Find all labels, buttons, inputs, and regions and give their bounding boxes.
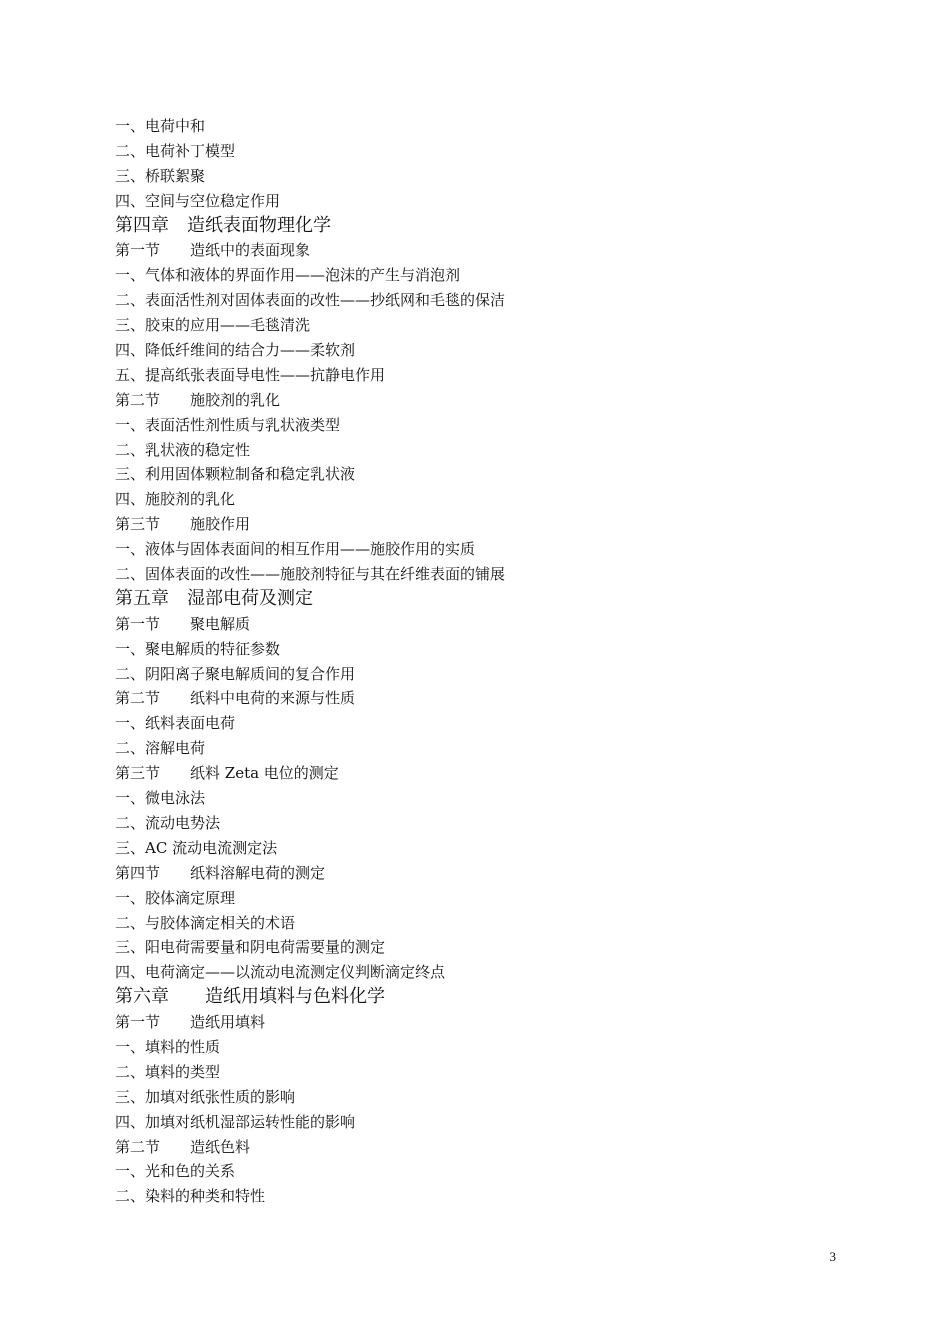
toc-item: 一、气体和液体的界面作用——泡沫的产生与消泡剂 [115, 266, 461, 285]
toc-item: 四、加填对纸机湿部运转性能的影响 [115, 1112, 356, 1131]
toc-section: 第二节 纸料中电荷的来源与性质 [115, 689, 356, 708]
toc-item: 二、与胶体滴定相关的术语 [115, 913, 296, 932]
toc-item: 一、填料的性质 [115, 1037, 221, 1056]
toc-item: 四、电荷滴定——以流动电流测定仪判断滴定终点 [115, 963, 446, 982]
toc-item: 一、液体与固体表面间的相互作用——施胶作用的实质 [115, 540, 476, 559]
toc-item: 一、光和色的关系 [115, 1162, 236, 1181]
toc-section: 第二节 造纸色料 [115, 1137, 251, 1156]
toc-item: 二、溶解电荷 [115, 739, 206, 758]
toc-section: 第三节 纸料 Zeta 电位的测定 [115, 764, 339, 783]
toc-item: 四、施胶剂的乳化 [115, 490, 236, 509]
toc-item: 四、降低纤维间的结合力——柔软剂 [115, 341, 356, 360]
toc-chapter: 第六章 造纸用填料与色料化学 [115, 986, 385, 1008]
toc-section: 第一节 聚电解质 [115, 614, 251, 633]
toc-item: 二、填料的类型 [115, 1062, 221, 1081]
toc-item: 三、桥联絮聚 [115, 166, 206, 185]
toc-section: 第四节 纸料溶解电荷的测定 [115, 863, 326, 882]
toc-item: 一、电荷中和 [115, 117, 206, 135]
toc-item: 二、电荷补丁模型 [115, 141, 236, 160]
toc-item: 一、微电泳法 [115, 789, 206, 808]
toc-item: 三、利用固体颗粒制备和稳定乳状液 [115, 465, 356, 484]
toc-item: 一、聚电解质的特征参数 [115, 639, 281, 658]
toc-item: 一、纸料表面电荷 [115, 714, 236, 733]
toc-section: 第三节 施胶作用 [115, 515, 251, 534]
toc-chapter: 第五章 湿部电荷及测定 [115, 587, 313, 609]
table-of-contents [115, 114, 875, 1209]
toc-item: 三、阳电荷需要量和阴电荷需要量的测定 [115, 938, 386, 957]
toc-item: 二、表面活性剂对固体表面的改性——抄纸网和毛毯的保洁 [115, 291, 506, 310]
toc-item: 一、胶体滴定原理 [115, 888, 236, 907]
toc-item: 二、乳状液的稳定性 [115, 440, 251, 459]
toc-item: 三、胶束的应用——毛毯清洗 [115, 316, 311, 335]
toc-item: 二、固体表面的改性——施胶剂特征与其在纤维表面的铺展 [115, 565, 506, 584]
toc-item: 一、表面活性剂性质与乳状液类型 [115, 415, 341, 434]
toc-item: 二、阴阳离子聚电解质间的复合作用 [115, 664, 356, 683]
toc-item: 五、提高纸张表面导电性——抗静电作用 [115, 365, 386, 384]
toc-item: 二、流动电势法 [115, 813, 221, 832]
toc-item: 三、加填对纸张性质的影响 [115, 1087, 296, 1106]
page-number: 3 [829, 1249, 836, 1264]
toc-section: 第一节 造纸中的表面现象 [115, 241, 311, 260]
toc-item: 四、空间与空位稳定作用 [115, 191, 281, 210]
toc-chapter: 第四章 造纸表面物理化学 [115, 214, 331, 236]
toc-item: 三、AC 流动电流测定法 [115, 838, 278, 857]
toc-section: 第一节 造纸用填料 [115, 1013, 266, 1032]
toc-item: 二、染料的种类和特性 [115, 1187, 266, 1206]
toc-section: 第二节 施胶剂的乳化 [115, 390, 281, 409]
